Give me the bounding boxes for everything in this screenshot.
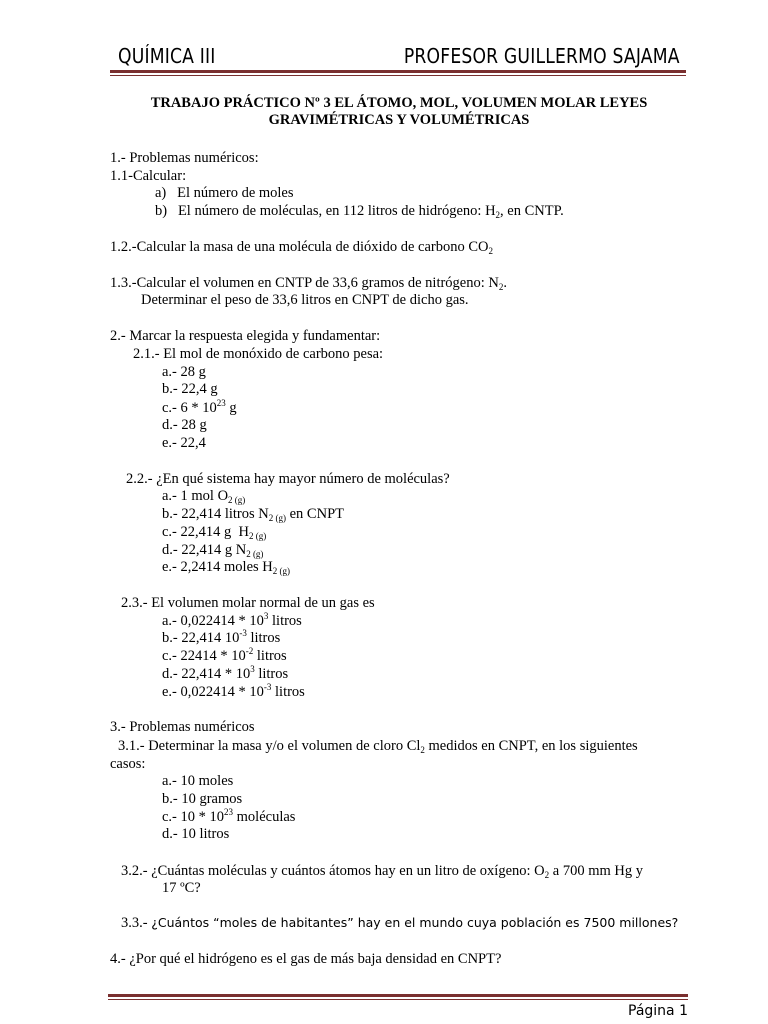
option-2-3-a: a.- $0,022414 * 10^3$ litros: [162, 611, 302, 629]
footer-rule-thin: [108, 999, 688, 1000]
question-3-1: 3.1.- Determinar la masa y/o el volumen de cloro $Cl_2$ medidos en CNPT, en los siguientes: [118, 738, 638, 755]
item-1-1-a: a) El número de moles: [155, 185, 294, 201]
option-2-1-a: a.- 28 g: [162, 364, 206, 380]
question-3-2-cont: 17 ºC?: [162, 880, 201, 896]
section-1-1-heading: 1.1-Calcular:: [110, 168, 187, 184]
option-2-1-b: b.- 22,4 g: [162, 381, 218, 397]
option-3-1-d: d.- 10 litros: [162, 826, 230, 842]
option-2-2-e: e.- 2,2414 moles $H_{2 (g)}$: [162, 559, 290, 576]
header-subject: QUÍMICA III: [118, 44, 216, 68]
question-2-1: 2.1.- El mol de monóxido de carbono pesa:: [133, 346, 384, 362]
question-4: 4.- ¿Por qué el hidrógeno es el gas de más baja densidad en CNPT?: [110, 951, 502, 967]
option-2-3-b: b.- 22,414 $10^{-3}$ litros: [162, 628, 281, 646]
option-3-1-a: a.- 10 moles: [162, 773, 234, 789]
option-3-1-b: b.- 10 gramos: [162, 791, 243, 807]
item-1-1-b: b) El número de moléculas, en 112 litros de hidrógeno: $H_2$, en CNTP.: [155, 203, 564, 220]
option-2-1-e: e.- 22,4: [162, 435, 206, 451]
problem-1-3: 1.3.-Calcular el volumen en CNTP de 33,6 gramos de nitrógeno: $N_2$.: [110, 275, 507, 292]
option-2-2-a: a.- 1 mol $O_{2 (g)}$: [162, 488, 246, 505]
option-2-1-d: d.- 28 g: [162, 417, 207, 433]
footer-rule: [108, 994, 688, 997]
question-2-3: 2.3.- El volumen molar normal de un gas es: [121, 595, 375, 611]
question-3-2: 3.2.- ¿Cuántas moléculas y cuántos átomos hay en un litro de oxígeno: $O_2$ a 700 mm Hg y: [121, 863, 643, 880]
option-2-3-e: e.- $0,022414 * 10^{-3}$ litros: [162, 682, 305, 700]
section-2-heading: 2.- Marcar la respuesta elegida y fundamentar:: [110, 328, 381, 344]
option-2-2-c: c.- 22,414 g $H_{2 (g)}$: [162, 524, 267, 541]
problem-1-3-b: Determinar el peso de 33,6 litros en CNPT de dicho gas.: [141, 292, 469, 308]
option-3-1-c: c.- $10 * 10^{23}$ moléculas: [162, 807, 296, 825]
option-2-1-c: c.- $6 * 10^{23}$ g: [162, 398, 237, 416]
header-rule-thin: [110, 75, 686, 76]
option-2-3-c: c.- $22414 * 10^{-2}$ litros: [162, 646, 287, 664]
question-3-3: 3.3.- ¿Cuántos “moles de habitantes” hay en el mundo cuya población es 7500 millones?: [121, 915, 679, 931]
document-title: TRABAJO PRÁCTICO Nº 3 EL ÁTOMO, MOL, VOLUMEN MOLAR LEYES GRAVIMÉTRICAS Y VOLUMÉTRICAS: [150, 95, 648, 128]
header-professor: PROFESOR GUILLERMO SAJAMA: [404, 44, 680, 68]
page-number: Página 1: [628, 1003, 688, 1019]
section-3-heading: 3.- Problemas numéricos: [110, 719, 255, 735]
problem-1-2: 1.2.-Calcular la masa de una molécula de dióxido de carbono $CO_2$: [110, 239, 493, 256]
section-1-heading: 1.- Problemas numéricos:: [110, 150, 259, 166]
option-2-2-d: d.- 22,414 g $N_{2 (g)}$: [162, 542, 264, 559]
question-3-1-cont: casos:: [110, 756, 146, 772]
option-2-2-b: b.- 22,414 litros $N_{2 (g)}$ en CNPT: [162, 506, 344, 523]
option-2-3-d: d.- $22,414 * 10^3$ litros: [162, 664, 289, 682]
question-2-2: 2.2.- ¿En qué sistema hay mayor número de moléculas?: [126, 471, 450, 487]
header-rule: [110, 70, 686, 73]
